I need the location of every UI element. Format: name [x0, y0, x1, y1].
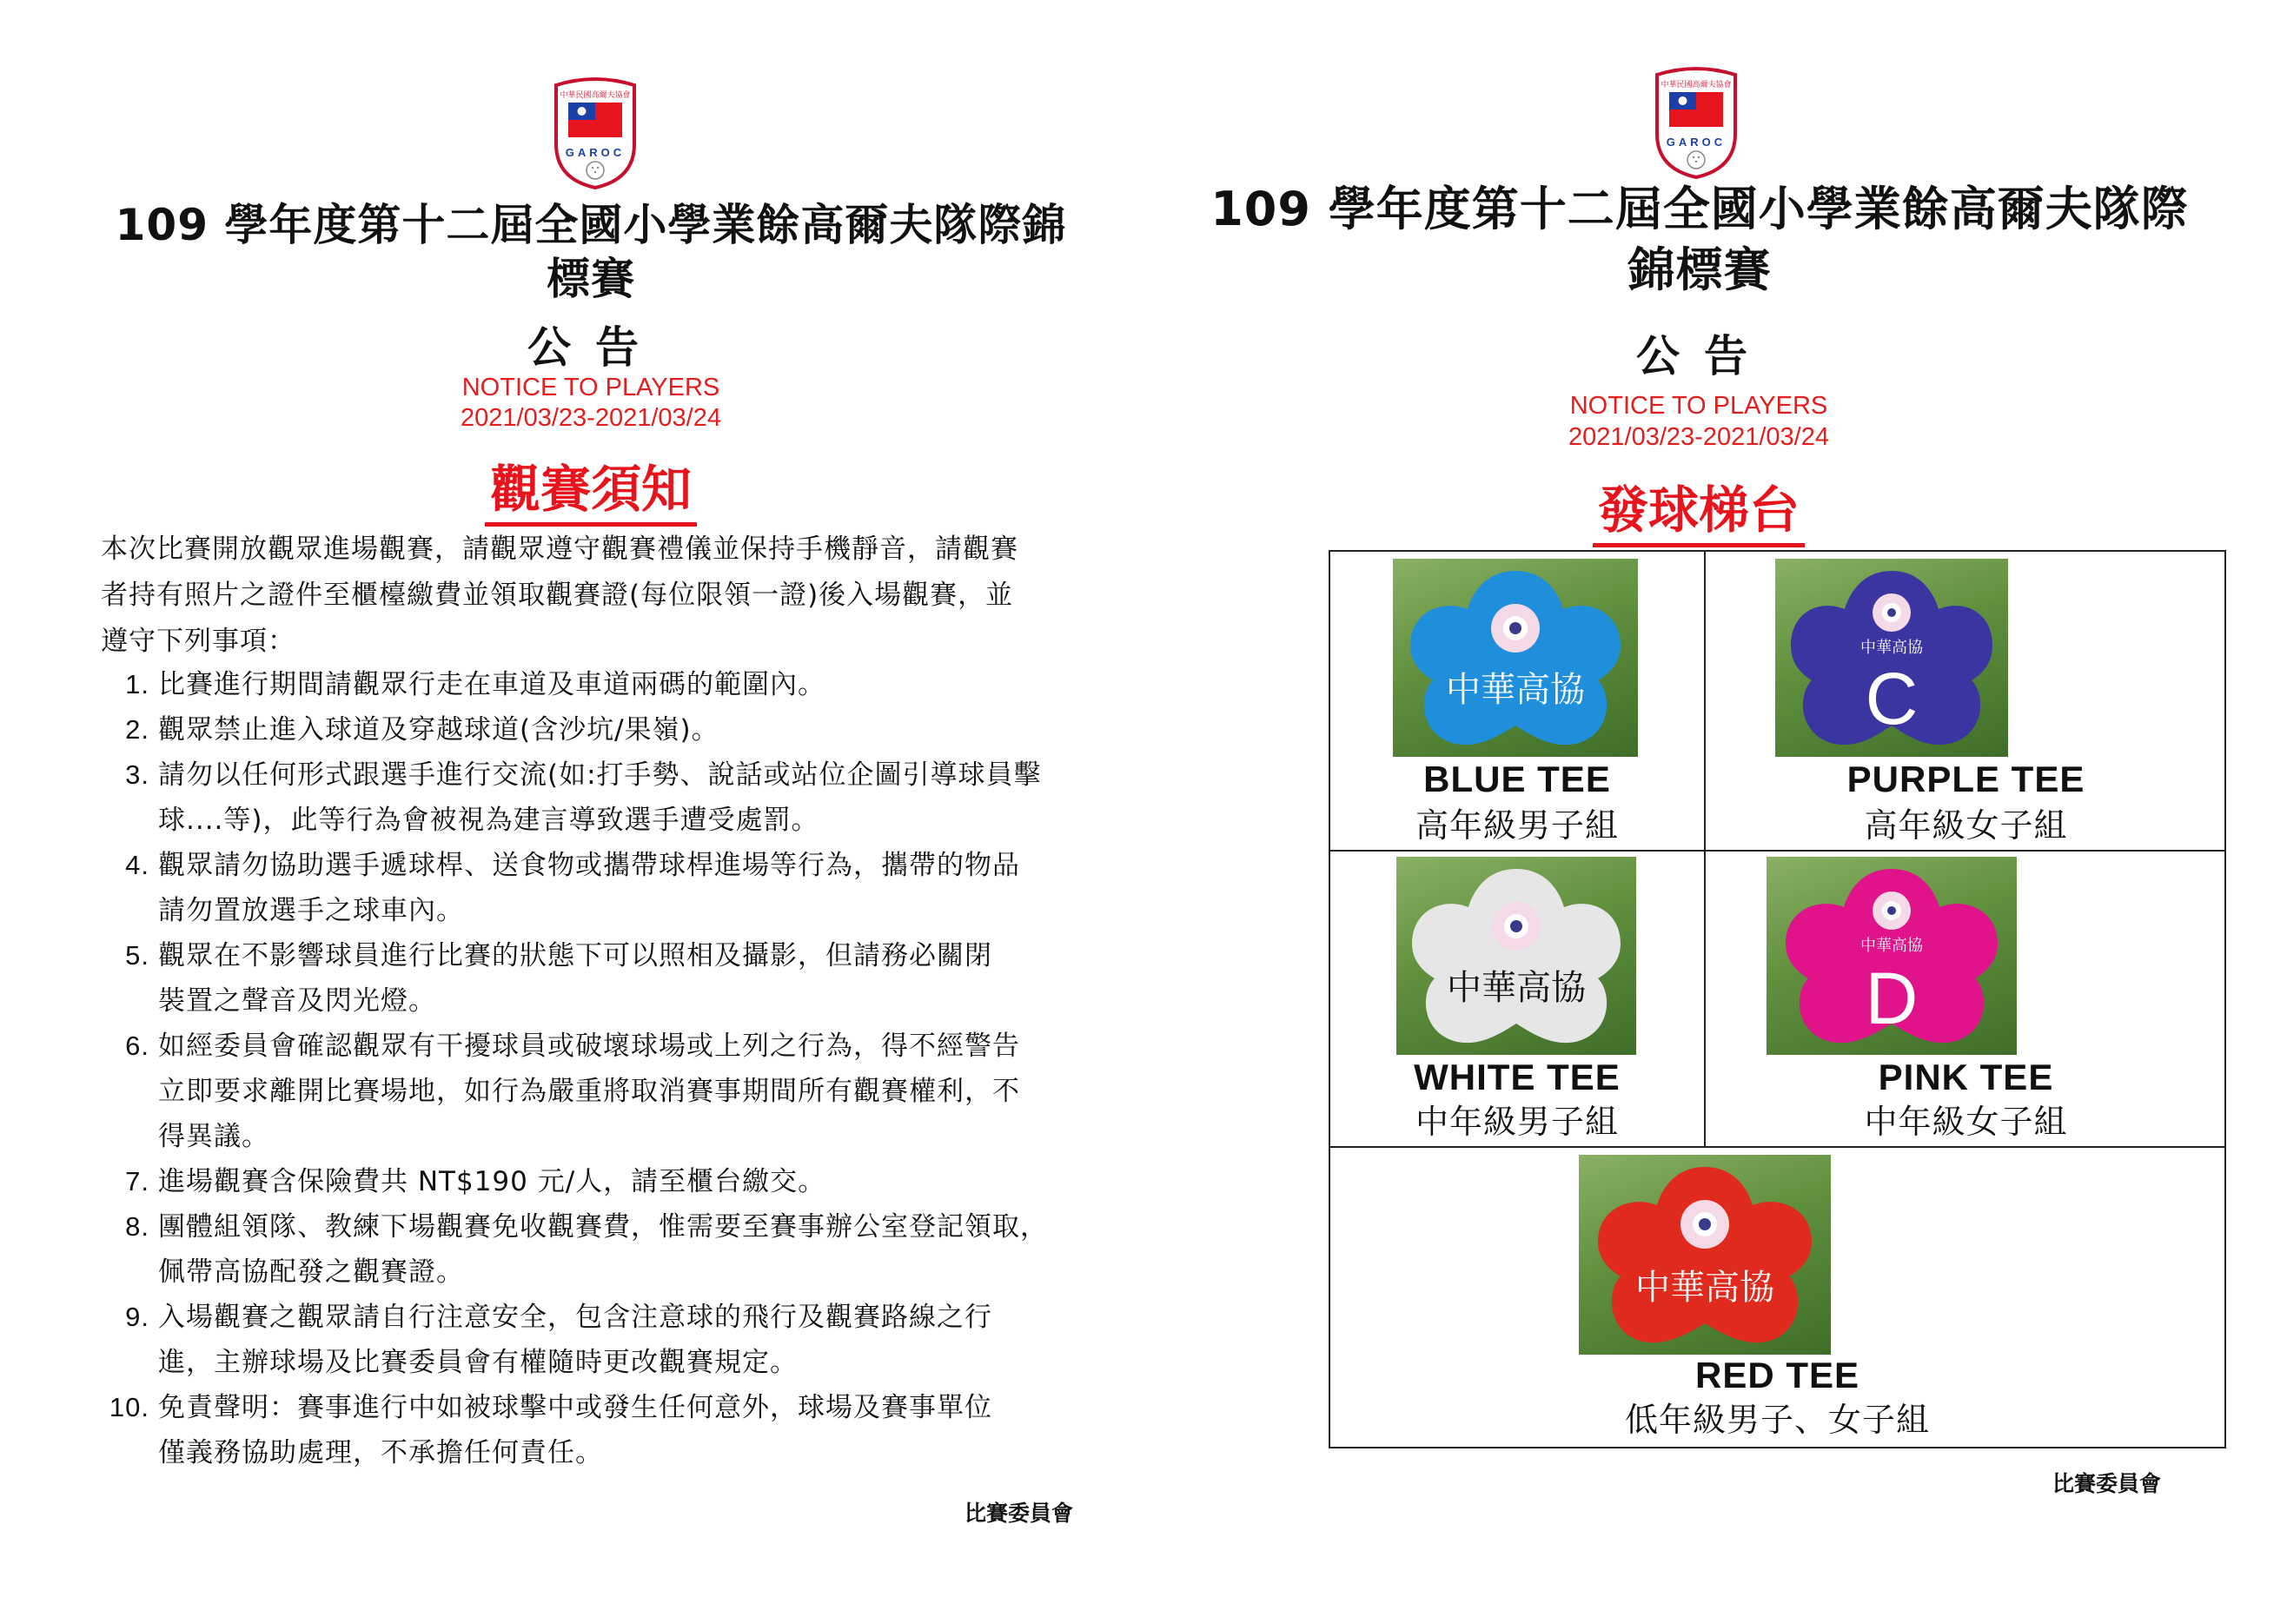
tee-group: 中年級男子組	[1415, 1103, 1619, 1141]
logo-top-text: 中華民國高爾夫協會	[560, 91, 631, 100]
svg-text:中華高協: 中華高協	[1860, 639, 1923, 657]
rule-line: 觀眾請勿協助選手遞球桿、送食物或攜帶球桿進場等行為，攜帶的物品	[158, 850, 1020, 881]
rule-item	[101, 933, 1109, 1024]
svg-text:中華高協: 中華高協	[1447, 968, 1586, 1008]
notice-english: NOTICE TO PLAYERS	[1569, 392, 1828, 420]
rule-number: 4.	[125, 850, 149, 880]
svg-text:中華高協: 中華高協	[1446, 670, 1585, 710]
rule-number: 2.	[125, 714, 149, 745]
tee-name: RED TEE	[1694, 1355, 1860, 1395]
tee-name: PURPLE TEE	[1846, 759, 2085, 799]
tee-marker-photo	[1767, 857, 2017, 1055]
tee-name: BLUE TEE	[1423, 759, 1611, 799]
logo-text: GAROC	[1666, 136, 1727, 149]
section-title-text: 觀賽須知	[485, 460, 697, 527]
rule-line: 觀眾在不影響球員進行比賽的狀態下可以照相及攝影，但請務必關閉	[158, 940, 992, 971]
logo-text: GAROC	[565, 146, 626, 159]
tee-group: 高年級男子組	[1415, 806, 1619, 845]
rule-number: 3.	[125, 759, 149, 790]
tee-cell-blue	[1330, 552, 1704, 850]
svg-text:D: D	[1865, 958, 1919, 1039]
page-title	[87, 198, 1095, 306]
tee-marker-photo	[1775, 559, 2008, 757]
page-title-line2: 錦標賽	[1627, 242, 1772, 297]
rule-line: 觀眾禁止進入球道及穿越球道(含沙坑/果嶺)。	[158, 714, 719, 746]
tee-cell-white	[1330, 852, 1704, 1146]
rule-line: 佩帶高協配發之觀賽證。	[158, 1256, 464, 1288]
rule-item	[101, 752, 1109, 843]
notice-date: 2021/03/23-2021/03/24	[1568, 423, 1829, 451]
notice-english: NOTICE TO PLAYERS	[461, 374, 720, 401]
tee-name: PINK TEE	[1878, 1057, 2054, 1097]
rule-item	[101, 1385, 1109, 1475]
notice-heading: 公告	[527, 322, 663, 373]
rule-number: 8.	[125, 1211, 149, 1242]
tee-table	[1329, 550, 2226, 1448]
page-title-line2: 標賽	[547, 254, 635, 304]
garoc-logo	[1650, 66, 1742, 179]
rule-item	[101, 707, 1109, 752]
committee-signature: 比賽委員會	[2052, 1471, 2162, 1496]
rule-line: 裝置之聲音及閃光燈。	[158, 985, 436, 1017]
rule-item	[101, 662, 1109, 707]
rules-list	[101, 662, 1109, 1475]
rule-item	[101, 1295, 1109, 1385]
rule-item	[101, 1024, 1109, 1159]
page-title-line1: 109 學年度第十二屆全國小學業餘高爾夫隊際	[1210, 182, 2189, 236]
tee-marker-photo	[1393, 559, 1638, 757]
tee-marker-photo	[1396, 857, 1636, 1055]
section-title	[1144, 469, 2254, 542]
rule-line: 球....等)，此等行為會被視為建言導致選手遭受處罰。	[158, 805, 819, 836]
rule-line: 免責聲明：賽事進行中如被球擊中或發生任何意外，球場及賽事單位	[158, 1392, 992, 1423]
notice-heading: 公告	[1636, 331, 1772, 381]
blue-tee-marker	[1393, 559, 1638, 757]
page-title-line1: 109 學年度第十二屆全國小學業餘高爾夫隊際錦	[115, 200, 1067, 250]
section-title-text: 發球梯台	[1593, 481, 1805, 547]
intro-line: 遵守下列事項：	[101, 626, 295, 657]
notice-date: 2021/03/23-2021/03/24	[461, 404, 721, 432]
pink-tee-marker	[1767, 857, 2017, 1055]
logo-top-text: 中華民國高爾夫協會	[1661, 81, 1732, 89]
rule-number: 9.	[125, 1302, 149, 1332]
rule-number: 10.	[109, 1392, 149, 1422]
rule-line: 入場觀賽之觀眾請自行注意安全，包含注意球的飛行及觀賽路線之行	[158, 1302, 992, 1333]
white-tee-marker	[1396, 857, 1636, 1055]
tee-cell-pink	[1706, 852, 2226, 1146]
rule-line: 進，主辦球場及比賽委員會有權隨時更改觀賽規定。	[158, 1347, 798, 1378]
tee-cell-purple	[1706, 552, 2226, 850]
rule-line: 進場觀賽含保險費共 NT$190 元/人，請至櫃台繳交。	[158, 1166, 826, 1197]
purple-tee-marker	[1775, 559, 2008, 757]
svg-text:C: C	[1865, 658, 1919, 739]
garoc-logo	[549, 76, 641, 189]
rule-line: 請勿置放選手之球車內。	[158, 895, 464, 926]
rule-number: 7.	[125, 1166, 149, 1196]
rule-item	[101, 1159, 1109, 1204]
intro-line: 本次比賽開放觀眾進場觀賽，請觀眾遵守觀賽禮儀並保持手機靜音，請觀賽	[101, 534, 1018, 565]
page-title	[1187, 179, 2212, 301]
committee-signature: 比賽委員會	[965, 1501, 1074, 1526]
red-tee-marker	[1579, 1155, 1831, 1355]
rule-line: 比賽進行期間請觀眾行走在車道及車道兩碼的範圍內。	[158, 669, 825, 700]
tee-group: 低年級男子、女子組	[1624, 1401, 1930, 1439]
rule-line: 得異議。	[158, 1121, 269, 1152]
rule-number: 6.	[125, 1031, 149, 1061]
svg-text:中華高協: 中華高協	[1635, 1268, 1774, 1308]
svg-text:中華高協: 中華高協	[1860, 937, 1923, 955]
rule-line: 團體組領隊、教練下場觀賽免收觀賽費，惟需要至賽事辦公室登記領取，	[158, 1211, 1048, 1243]
right-page	[1144, 0, 2287, 1624]
intro-line: 者持有照片之證件至櫃檯繳費並領取觀賽證(每位限領一證)後入場觀賽，並	[101, 580, 1014, 611]
section-title	[0, 448, 1182, 521]
rule-line: 如經委員會確認觀眾有干擾球員或破壞球場或上列之行為，得不經警告	[158, 1031, 1020, 1062]
rule-number: 5.	[125, 940, 149, 971]
rule-number: 1.	[125, 669, 149, 699]
rule-line: 立即要求離開比賽場地，如行為嚴重將取消賽事期間所有觀賽權利，不	[158, 1076, 1020, 1107]
tee-cell-red	[1330, 1148, 2224, 1447]
intro-text	[101, 527, 1100, 665]
tee-name: WHITE TEE	[1414, 1057, 1621, 1097]
tee-group: 中年級女子組	[1864, 1103, 2068, 1141]
rule-line: 請勿以任何形式跟選手進行交流(如:打手勢、說話或站位企圖引導球員擊	[158, 759, 1042, 791]
tee-marker-photo	[1579, 1155, 1831, 1355]
rule-line: 僅義務協助處理，不承擔任何責任。	[158, 1437, 603, 1468]
rule-item	[101, 1204, 1109, 1295]
tee-group: 高年級女子組	[1864, 806, 2068, 845]
rule-item	[101, 843, 1109, 933]
